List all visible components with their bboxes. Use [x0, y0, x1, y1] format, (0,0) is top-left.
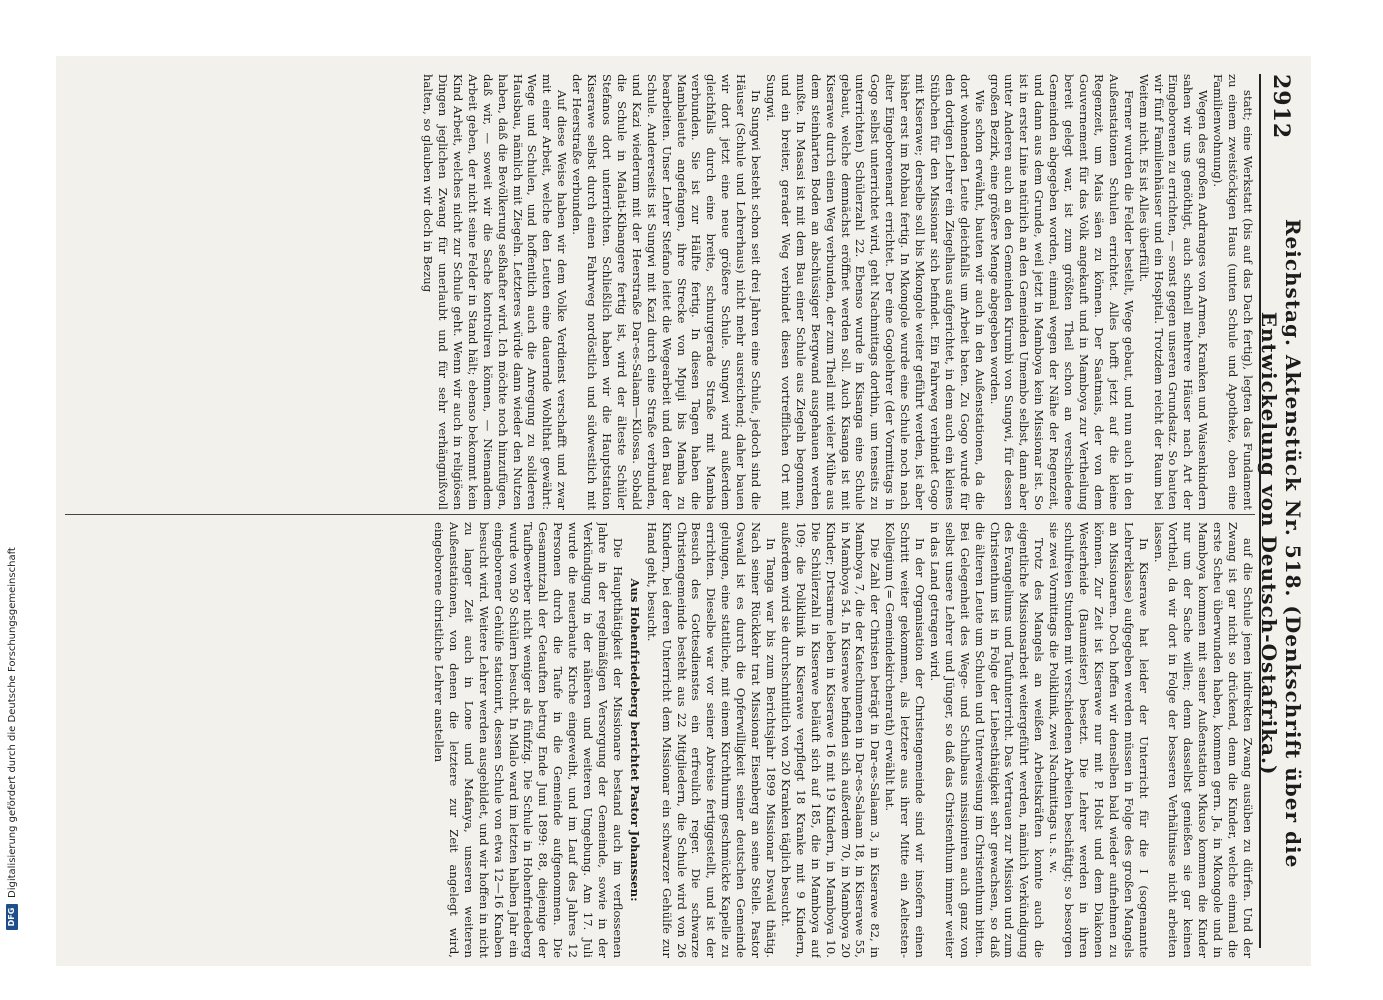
paragraph: In Kiserawe hat leider der Unterricht für die I (sogenannte Lehrerklasse) aufgegeben werden müssen in Folge des großen Mangels an Missionaren. Doch hoffen wir denselben bald wieder aufnehmen zu können. Zur Zeit ist Kiserawe nur mit P. Holst und dem Diakonen Westerheide (Baumeister) besetzt. Die Lehrer werden in ihren schulfreien Stunden mit verschiedenen Arbeiten beschäftigt; so besorgen sie zwei Vormittags die Poliklinik, zwei Nachmittags u. s. w. — [1047, 522, 1151, 958]
paragraph: In der Organisation der Christengemeinde sind wir insofern einen Schritt weiter gekommen, als letztere aus ihrer Mitte ein Aeltesten-Kollegium (= Gemeindekirchenrath) erwählt hat. — [883, 522, 928, 958]
scanned-document-page — [56, 56, 1311, 966]
page-title: Reichstag. Aktenstück Nr. 518. (Denkschrift über die Entwickelung von Deutsch-Ostafrika.) — [1257, 218, 1305, 869]
paragraph: Auf diese Weise haben wir dem Volke Verdienst verschafft und zwar mit einer Arbeit, welche den Leuten eine dauernde Wohlthat gewährt: Wege und Schulen, und hoffentlich auch die Anregung zu solideren Hausbau, nämlich mit Ziegeln. Letzteres würde dann wieder den Nutzen haben, daß die Bevölkerung seßhafter wird. Ich möchte noch hinzufügen, daß wir, — soweit wir die Sache kontroliren können, — Niemandem Arbeit geben, der nicht seine Felder in Stand hält; ebenso bekommt kein Kind Arbeit, welches nicht zur Schule geht. Wenn wir auch in religiösen Dingen jeglichen Zwang für unerlaubt und für sehr verhängnißvoll halten, so glauben wir doch in Bezug — [421, 74, 570, 510]
rotated-newspaper-sheet — [56, 56, 1311, 966]
page-number: 2912 — [1268, 74, 1294, 140]
page-header — [1257, 74, 1305, 948]
paragraph: In Tanga war bis zum Berichtsjahr 1899 Missionar Dswald thätig. Nach seiner Rückkehr trat Missionar Eisenberg an seine Stelle. Pastor Oswald ist es durch die Opferwilligkeit seiner deutschen Gemeinde gelungen, eine stattliche, mit einem Kirchthurm geschmückte Kapelle zu errichten. Dieselbe war vor seiner Abreise fertiggestellt, und ist der Besuch des Gottesdienstes ein erfreulich reger. Die schwarze Christengemeinde besteht aus 22 Mitgliedern, die Schule wird von 26 Kindern, bei deren Unterricht dem Missionar ein schwarzer Gehülfe zur Hand geht, besucht. — [644, 522, 778, 958]
paragraph: Wegen des großen Andranges von Armen, Kranken und Waisenkindern sahen wir uns genöthigt, auch schnell mehrere Häuser nach Art der Eingeborenen zu errichten, — sonst gegen unseren Grundsatz. So bauten wir fünf Familienhäuser und ein Hospital. Trotzdem reicht der Raum bei Weitem nicht. Es ist Alles überfüllt. — [1136, 74, 1211, 510]
paragraph: statt; eine Werkstatt (bis auf das Dach fertig), legten das Fundament zu einem zweistöckigen Haus (unten Schule und Apotheke, oben eine Familienwohnung). — [1211, 74, 1255, 510]
dfg-logo-icon: DFG — [6, 904, 18, 930]
paragraph: Die Zahl der Christen beträgt in Dar-es-Salaam 3, in Kiserawe 82, in Mamboya 7, die der Katechumenen in Dar-es-Salaam 18, in Kiserawe 55, in Mamboya 54. In Kiserawe befinden sich außerdem 70, in Mamboya 20 Kinder; Drtsarme leben in Kiserawe 16 mit 19 Kindern, in Mamboya 10. Die Schülerzahl in Kiserawe beläuft sich auf 185, die in Mamboya auf 109; die Poliklinik in Kiserawe verpflegt 18 Kranke mit 9 Kindern, außerdem wird sie durchschnittlich von 20 Kranken täglich besucht. — [778, 522, 883, 958]
text-column-left — [65, 74, 1255, 510]
text-column-right — [65, 522, 1255, 958]
paragraph: Ferner wurden die Felder bestellt, Wege gebaut, und nun auch in den Außenstationen Schulen errichtet. Alles hofft jetzt auf die kleine Regenzeit, um Mais säen zu können. Der Saatmais, der von dem Gouvernement für das Volk angekauft und in Mamboya zur Vertheilung bereit gelegt war, ist zum größten Theil schon an verschiedene Gemeinden abgegeben worden, einmal wegen der Nähe der Regenzeit, und dann aus dem Grunde, weil jetzt in Mamboya kein Missionar ist. So ist in erster Linie natürlich an den Gemeinden Umembo selbst, dann aber unter Anderen auch an den Gemeinden Kirumbi von Sungwi, für dessen großen Bezirk, eine größere Menge abgegeben worden. — [987, 74, 1136, 510]
credit-text: Digitalisierung gefördert durch die Deutsche Forschungsgemeinschaft — [6, 547, 18, 898]
paragraph: Trotz des Mangels an weißen Arbeitskräften konnte auch die eigentliche Missionsarbeit weitergeführt werden, nämlich Verkündigung des Evangeliums und Taufunterricht. Das Vertrauen zur Mission und zum Christenthum ist in Folge der Liebesthätigkeit sehr gewachsen, so daß die älteren Leute um Schulen und Unterweisung im Christenthum bitten. Bei Gelegenheit des Wege- und Schulbaus missioniren auch ganz von selbst unsere Lehrer und Jünger, so daß das Christenthum immer weiter in das Land getragen wird. — [927, 522, 1047, 958]
paragraph: In Sungwi besteht schon seit drei Jahren eine Schule, jedoch sind die Häuser (Schule und Lehrerhaus) nicht mehr ausreichend; daher bauen wir dort jetzt eine neue größere Schule. Sungwi wird außerdem gleichfalls durch eine breite, schnurgerade Straße mit Mamba verbunden. Sie ist zur Hälfte fertig. In diesen Tagen haben die Mambaleute angefangen, ihre Strecke von Mpuji bis Mamba zu bearbeiten. Unser Lehrer Stefano leitet die Wegearbeit und den Bau der Schule. Andererseits ist Sungwi mit Kazi durch eine Straße verbunden, und Kazi wiederum mit der Heerstraße Dar-es-Salaam—Kilossa. Sobald die Schule in Malati-Kibangere fertig ist, wird der älteste Schüler Stefanos dort unterrichten. Schließlich haben wir die Hauptstation Kiserawe selbst durch einen Fahrweg nordöstlich und südwestlich mit der Heerstraße verbunden. — [570, 74, 764, 510]
paragraph: Die Hauptthätigkeit der Missionare bestand auch im verflossenen Jahre in der regelmäßigen Versorgung der Gemeinde, sowie in der Verkündigung in der näheren und weiteren Umgebung. Am 17. Juli wurde die neuerbaute Kirche eingeweiht, und im Lauf des Jahres 12 Personen durch die Taufe in die Gemeinde aufgenommen. Die Gesammtzahl der Getauften betrug Ende Juni 1899: 88, diejenige der Taufbewerber nicht weniger als fünfzig. Die Schule in Hohenfriedeberg wurde von 50 Schülern besucht. In Mlalo ward im letzten halben Jahr ein eingeborener Gehülfe stationirt, dessen Schule von etwa 12—16 Knaben besucht wird. Weitere Lehrer werden ausgebildet, und wir hoffen in nicht zu langer Zeit auch in Lone und Mafanya, unseren weiteren Außenstationen, von denen die letztere zur Zeit angelegt wird, eingeborene christliche Lehrer anstellen — [432, 522, 625, 958]
report-heading: Aus Hohenfriedeberg berichtet Pastor Johanssen: — [627, 578, 642, 902]
digitization-credit — [6, 547, 18, 930]
paragraph: Wie schon erwähnt, bauten wir auch in den Außenstationen, da die dort wohnenden Leute gleichfalls um Arbeit baten. Zu Gogo wurde für den dortigen Lehrer ein Ziegelhaus aufgerichtet, in dem auch ein kleines Stübchen für den Missionar sich befindet. Ein Fahrweg verbindet Gogo mit Kiserawe; derselbe soll bis Mkongole weiter geführt werden, ist aber bisher erst im Rohbau fertig. In Mkongole wurde eine Schule noch nach alter Eingeborenenart errichtet. Der eine Gogolehrer (der Vormittags in Gogo selbst unterrichtet wird, geht Nachmittags dorthin, um tenseits zu unterrichten) Schülerzahl 22. Ebenso wurde in Kisanga eine Schule gebaut, welche demnächst eröffnet werden soll. Auch Kisanga ist mit Kiserawe durch einen Weg verbunden, der zum Theil mit vieler Mühe aus dem steinharten Boden an abschüssiger Bergwand ausgehauen werden mußte. In Masasi ist mit dem Bau einer Schule aus Ziegeln begonnen, und ein breiter, gerader Weg verbindet diesen vortrefflichen Ort mit Sungwi. — [764, 74, 987, 510]
paragraph: auf die Schule jenen indirekten Zwang ausüben zu dürfen. Und der Zwang ist gar nicht so drückend, denn die Kinder, welche einmal die erste Scheu überwunden haben, kommen gern. Ja, in Mkongole und in Mamboya kommen mit seiner Außenstation Mkuso kommen die Kinder nur um der Sache willen; denn dasselbst genießen sie gar keinen Vortheil, da wir dort in Folge der besseren Verhältnisse nicht arbeiten lassen. — [1151, 522, 1255, 958]
column-divider — [65, 514, 1255, 515]
